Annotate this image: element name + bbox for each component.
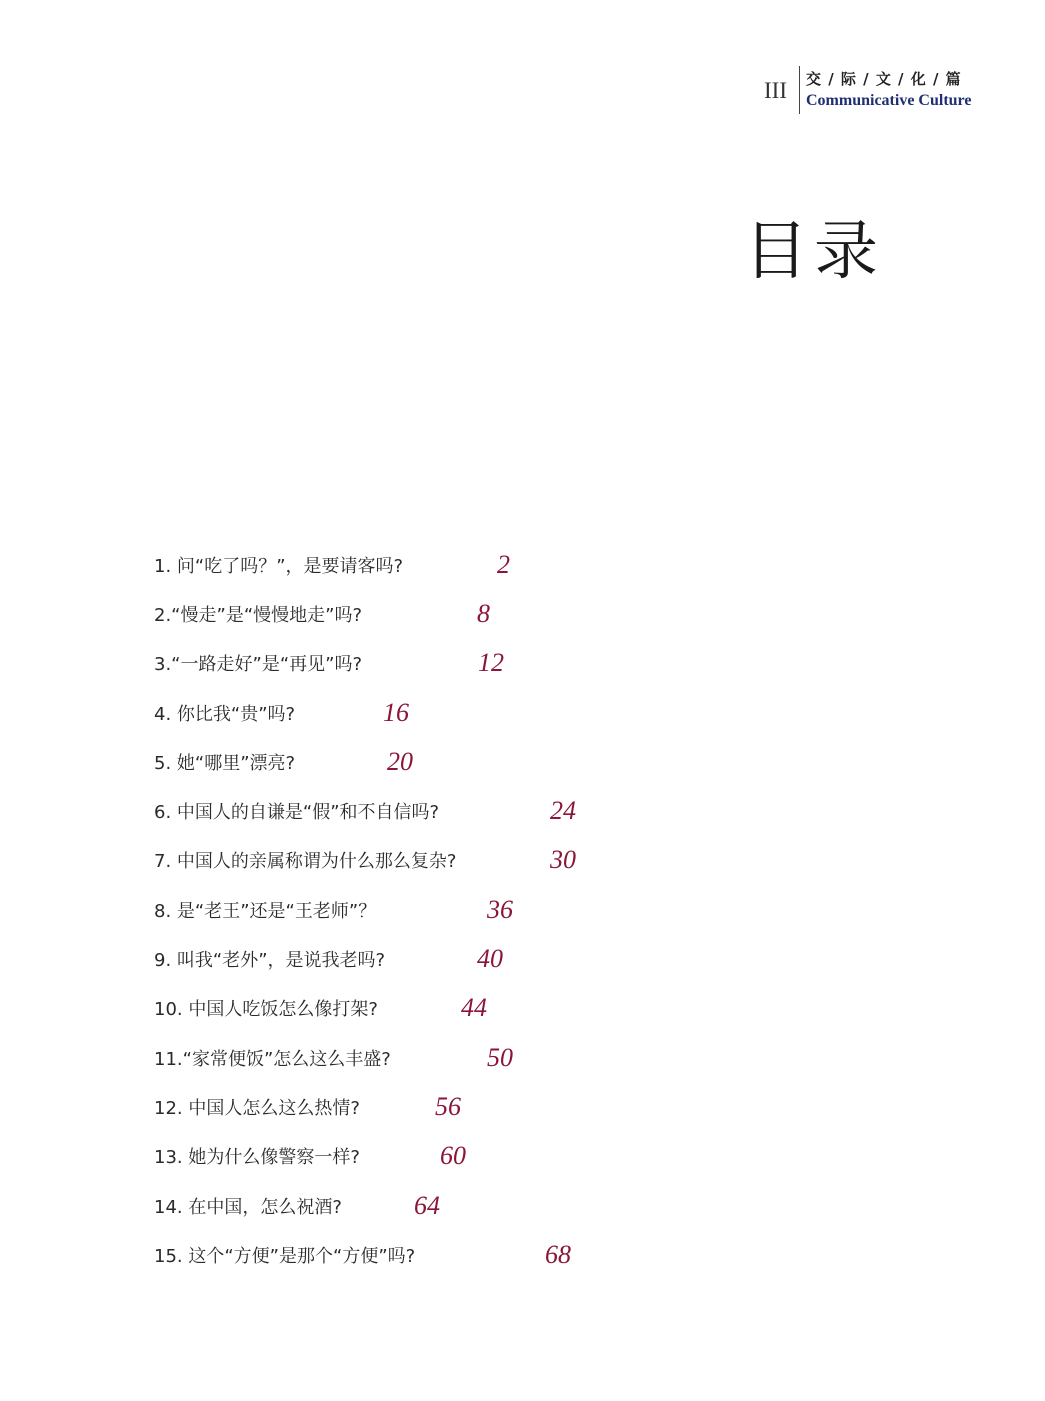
section-titles: [800, 68, 971, 112]
table-of-contents: [154, 540, 576, 1279]
toc-entry-2[interactable]: [154, 589, 490, 638]
toc-entry-title: 10. 中国人吃饭怎么像打架?: [154, 999, 378, 1021]
toc-entry-page[interactable]: 44: [461, 993, 487, 1023]
toc-entry-page[interactable]: 8: [477, 598, 490, 628]
toc-entry-title: 15. 这个“方便”是那个“方便”吗?: [154, 1245, 416, 1267]
toc-entry-page[interactable]: 36: [487, 894, 513, 924]
toc-entry-page[interactable]: 60: [440, 1141, 466, 1171]
toc-entry-page[interactable]: 20: [387, 746, 413, 776]
toc-entry-title: 5. 她“哪里”漂亮?: [154, 752, 296, 774]
section-title-english: Communicative Culture: [805, 92, 972, 109]
toc-entry-11[interactable]: [154, 1033, 513, 1082]
toc-entry-8[interactable]: [154, 885, 513, 934]
toc-entry-page[interactable]: 16: [383, 697, 409, 727]
toc-entry-title: 13. 她为什么像警察一样?: [154, 1147, 360, 1169]
toc-entry-9[interactable]: [154, 934, 503, 983]
page-title: 目录: [744, 215, 884, 289]
running-header: [764, 66, 971, 114]
toc-entry-title: 12. 中国人怎么这么热情?: [154, 1097, 360, 1119]
section-title-chinese: 交 / 际 / 文 / 化 / 篇: [805, 70, 962, 88]
toc-entry-title: 6. 中国人的自谦是“假”和不自信吗?: [154, 802, 440, 824]
toc-entry-3[interactable]: [154, 639, 504, 688]
toc-entry-title: 2.“慢走”是“慢慢地走”吗?: [154, 604, 363, 626]
toc-entry-page[interactable]: 68: [545, 1239, 571, 1269]
toc-entry-title: 1. 问“吃了吗？”，是要请客吗?: [154, 555, 404, 577]
toc-entry-page[interactable]: 12: [478, 648, 504, 678]
toc-entry-15[interactable]: [154, 1230, 571, 1279]
toc-entry-10[interactable]: [154, 984, 487, 1033]
toc-entry-title: 8. 是“老王”还是“王老师”？: [154, 900, 377, 922]
toc-entry-14[interactable]: [154, 1181, 456, 1230]
toc-entry-title: 11.“家常便饭”怎么这么丰盛?: [154, 1048, 391, 1070]
toc-entry-5[interactable]: [154, 737, 456, 786]
toc-entry-title: 9. 叫我“老外”，是说我老吗?: [154, 950, 386, 972]
toc-entry-page[interactable]: 24: [550, 796, 576, 826]
toc-entry-page[interactable]: 2: [497, 549, 510, 579]
toc-entry-7[interactable]: [154, 836, 576, 885]
toc-entry-6[interactable]: [154, 786, 576, 835]
toc-entry-title: 4. 你比我“贵”吗?: [154, 703, 296, 725]
toc-entry-page[interactable]: 40: [477, 944, 503, 974]
toc-entry-page[interactable]: 64: [414, 1190, 440, 1220]
toc-entry-page[interactable]: 56: [435, 1091, 461, 1121]
toc-entry-page[interactable]: 50: [487, 1042, 513, 1072]
toc-entry-12[interactable]: [154, 1082, 461, 1131]
volume-number: III: [764, 77, 787, 103]
toc-entry-1[interactable]: [154, 540, 510, 589]
toc-entry-title: 7. 中国人的亲属称谓为什么那么复杂?: [154, 851, 457, 873]
toc-entry-13[interactable]: [154, 1132, 466, 1181]
toc-entry-page[interactable]: 30: [550, 845, 576, 875]
toc-entry-title: 14. 在中国，怎么祝酒?: [154, 1196, 342, 1218]
toc-entry-title: 3.“一路走好”是“再见”吗?: [154, 654, 363, 676]
toc-entry-4[interactable]: [154, 688, 456, 737]
